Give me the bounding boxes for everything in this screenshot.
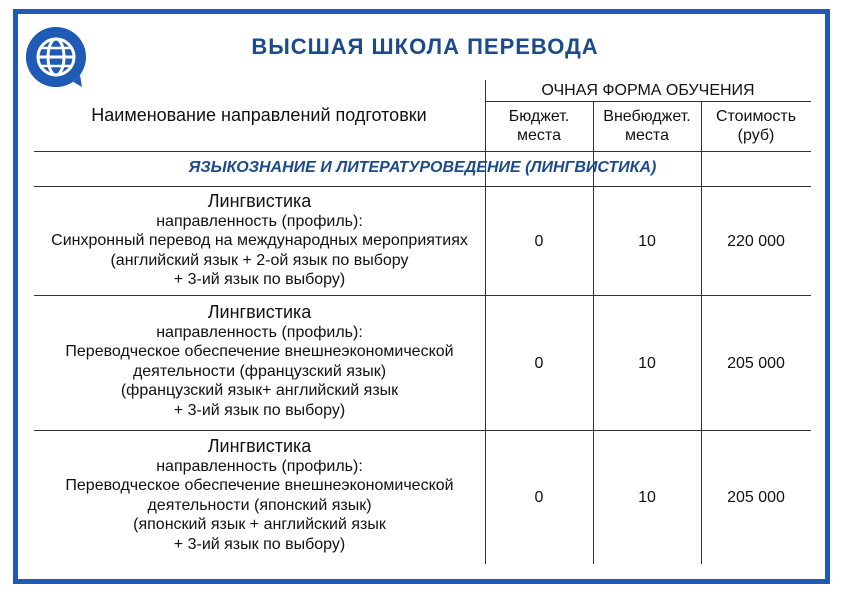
table-row-2-nonbudget: 10 [638, 355, 656, 372]
table-row-2-budget: 0 [534, 355, 544, 372]
table-row-1-nonbudget: 10 [638, 233, 656, 250]
table-row-3-nonbudget: 10 [638, 489, 656, 506]
section-title: ЯЗЫКОЗНАНИЕ И ЛИТЕРАТУРОВЕДЕНИЕ (ЛИНГВИСТИКА) [188, 159, 657, 176]
table-row-2-cost: 205 000 [727, 355, 785, 372]
header-budget: Бюджет. места [508, 108, 570, 144]
header-nonbudget: Внебюджет. места [603, 108, 691, 144]
table-row-3-cost: 205 000 [727, 489, 785, 506]
row-divider [34, 186, 811, 187]
table-row-3-budget: 0 [534, 489, 544, 506]
table-row-1-budget: 0 [534, 233, 544, 250]
row-divider [34, 151, 811, 152]
table-row-1-cost: 220 000 [727, 233, 785, 250]
table-row-3-desc: Лингвистика направленность (профиль): Переводческое обеспечение внешнеэкономической деятельности (японский язык) (японский язык + английский язык + 3-ий язык по выбору) [65, 436, 454, 553]
row-divider [34, 295, 811, 296]
page-title: ВЫСШАЯ ШКОЛА ПЕРЕВОДА [251, 34, 599, 59]
row-divider [34, 430, 811, 431]
table-row-1-desc: Лингвистика направленность (профиль): Синхронный перевод на международных мероприятиях (английский язык + 2-ой язык по выбору + 3-ий язык по выбору) [51, 191, 468, 288]
table-row-2-desc: Лингвистика направленность (профиль): Переводческое обеспечение внешнеэкономической деятельности (французский язык) (французский язык+ английский язык + 3-ий язык по выбору) [65, 302, 454, 419]
header-cost: Стоимость (руб) [715, 108, 797, 144]
row-divider [485, 101, 811, 102]
header-form-title: ОЧНАЯ ФОРМА ОБУЧЕНИЯ [541, 82, 755, 99]
header-name-col: Наименование направлений подготовки [91, 105, 427, 125]
programs-table [34, 80, 811, 564]
